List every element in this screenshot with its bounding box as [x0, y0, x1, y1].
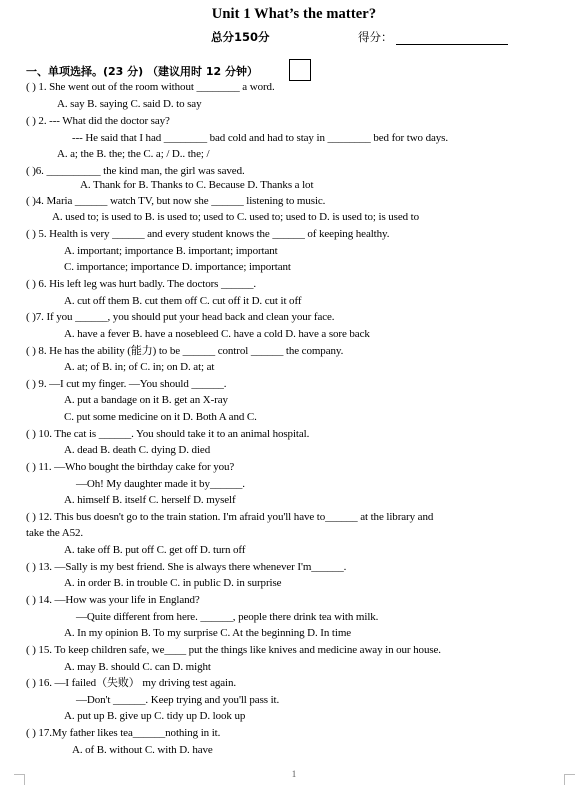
- option-line: A. put a bandage on it B. get an X-ray: [64, 394, 228, 406]
- option-line: A. say B. saying C. said D. to say: [57, 98, 202, 110]
- question-line: —Don't ______. Keep trying and you'll pass it.: [76, 694, 280, 706]
- question-line: ( ) 16. —I failed（失败） my driving test again.: [26, 677, 237, 689]
- question-line: ( )4. Maria ______ watch TV, but now she ______ listening to music.: [26, 195, 326, 207]
- question-line: ( ) 13. —Sally is my best friend. She is always there whenever I'm______.: [26, 561, 347, 573]
- question-line: ( ) 15. To keep children safe, we____ put the things like knives and medicine away in our house.: [26, 644, 441, 656]
- question-line: ( ) 8. He has the ability (能力) to be ______ control ______ the company.: [26, 345, 344, 357]
- question-line: ( ) 6. His left leg was hurt badly. The doctors ______.: [26, 278, 257, 290]
- question-line: —Quite different from here. ______, people there drink tea with milk.: [76, 611, 379, 623]
- option-line: A. have a fever B. have a nosebleed C. have a cold D. have a sore back: [64, 328, 370, 340]
- option-line: A. at; of B. in; of C. in; on D. at; at: [64, 361, 215, 373]
- question-line: ( ) 2. --- What did the doctor say?: [26, 115, 170, 127]
- page-title: Unit 1 What’s the matter?: [211, 6, 377, 22]
- option-line: A. Thank for B. Thanks to C. Because D. Thanks a lot: [80, 179, 314, 191]
- option-line: C. importance; importance D. importance; important: [64, 261, 291, 273]
- question-line: ( )7. If you ______, you should put your head back and clean your face.: [26, 311, 335, 323]
- question-line: ( ) 1. She went out of the room without ________ a word.: [26, 81, 275, 93]
- question-line: ( ) 14. —How was your life in England?: [26, 594, 200, 606]
- question-line: --- He said that I had ________ bad cold and had to stay in ________ bed for two days.: [72, 132, 449, 144]
- option-line: A. take off B. put off C. get off D. turn off: [64, 544, 246, 556]
- option-line: A. In my opinion B. To my surprise C. At the beginning D. In time: [64, 627, 352, 639]
- question-line: —Oh! My daughter made it by______.: [76, 478, 245, 490]
- option-line: A. dead B. death C. dying D. died: [64, 444, 211, 456]
- option-line: A. important; importance B. important; important: [64, 245, 278, 257]
- option-line: A. a; the B. the; the C. a; / D.. the; /: [57, 148, 210, 160]
- option-line: A. of B. without C. with D. have: [72, 744, 213, 756]
- option-line: A. may B. should C. can D. might: [64, 661, 211, 673]
- total-score: 总分150分: [211, 30, 270, 44]
- page-number: 1: [291, 769, 297, 779]
- question-line: ( ) 17.My father likes tea______nothing in it.: [26, 727, 221, 739]
- section-score-box: [289, 59, 311, 81]
- question-line: ( )6. __________ the kind man, the girl was saved.: [26, 165, 245, 177]
- option-line: A. put up B. give up C. tidy up D. look up: [64, 710, 246, 722]
- section-heading: 一、单项选择。(23 分) （建议用时 12 分钟）: [26, 65, 258, 78]
- question-line: ( ) 11. —Who bought the birthday cake for you?: [26, 461, 235, 473]
- score-blank: [396, 44, 508, 45]
- question-line: ( ) 9. —I cut my finger. —You should ______.: [26, 378, 227, 390]
- option-line: C. put some medicine on it D. Both A and C.: [64, 411, 257, 423]
- option-line: A. in order B. in trouble C. in public D. in surprise: [64, 577, 282, 589]
- option-line: A. himself B. itself C. herself D. myself: [64, 494, 236, 506]
- score-label: 得分：: [358, 30, 393, 44]
- option-line: A. used to; is used to B. is used to; used to C. used to; used to D. is used to; is used to: [52, 211, 420, 223]
- question-line: ( ) 5. Health is very ______ and every student knows the ______ of keeping healthy.: [26, 228, 390, 240]
- question-line: ( ) 12. This bus doesn't go to the train station. I'm afraid you'll have to______ at the library and: [26, 511, 434, 523]
- question-line: ( ) 10. The cat is ______. You should take it to an animal hospital.: [26, 428, 310, 440]
- option-line: A. cut off them B. cut them off C. cut off it D. cut it off: [64, 295, 302, 307]
- question-line: take the A52.: [26, 527, 84, 539]
